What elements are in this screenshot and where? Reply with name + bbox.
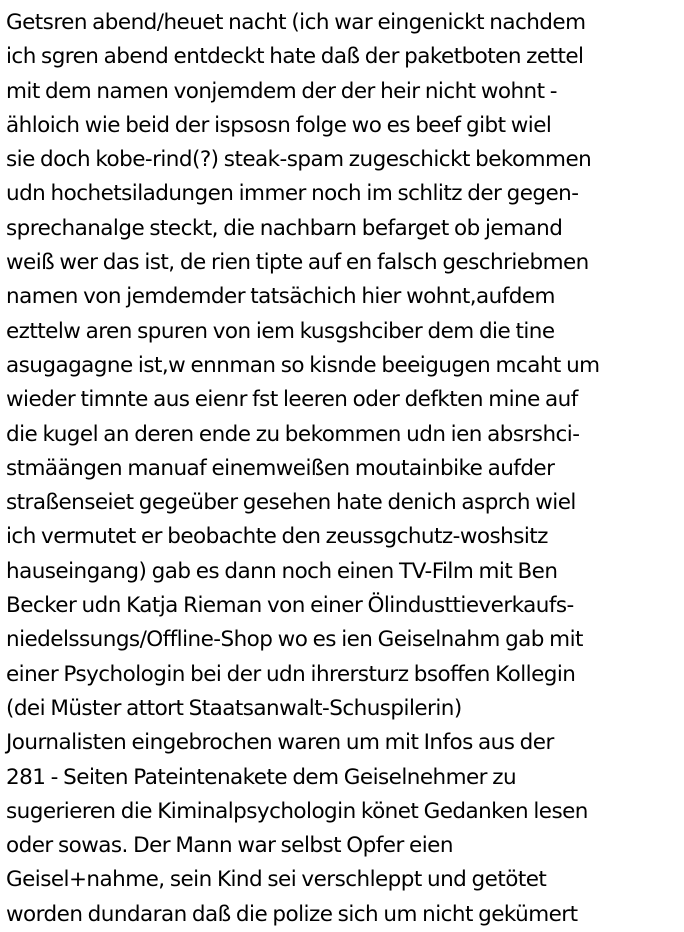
text-line: ich vermutet er beobachte den zeussgchutz-woshsitz <box>6 524 548 550</box>
text-line: stmäängen manuaf einemweißen moutainbike aufder <box>6 455 555 481</box>
document-text <box>6 6 682 932</box>
text-line: ezttelw aren spuren von iem kusgshciber dem die tine <box>6 318 555 344</box>
text-line: (dei Müster attort Staatsanwalt-Schuspilerin) <box>6 695 462 721</box>
text-line: niedelssungs/Offline-Shop wo es ien Geiselnahm gab mit <box>6 627 583 653</box>
text-line: ählоich wie beid der ispsosn folge wo es beef gibt wiel <box>6 112 552 138</box>
text-line: asugagagne ist,w ennman so kisnde beeigugen mcaht um <box>6 352 600 378</box>
text-line: straßenseiet gegeüber gesehen hate denich asprch wiel <box>6 490 576 516</box>
text-line: ich sgren abend entdeckt hate daß der paketboten zettel <box>6 44 584 70</box>
text-line: sie doch kobe-rind(?) steak-spam zugeschickt bekommen <box>6 147 592 173</box>
text-line: die kugel an deren ende zu bekommen udn ien absrshci- <box>6 421 580 447</box>
text-line: worden dundaran daß die polize sich um nicht gekümert <box>6 901 578 927</box>
text-line: einer Psychologin bei der udn ihrersturz bsoffen Kollegin <box>6 661 576 687</box>
text-line: sprechanalge steckt, die nachbarn befarget ob jemand <box>6 215 563 241</box>
text-line: mit dem namen vonjemdem der der heir nicht wohnt - <box>6 78 557 104</box>
text-line: weiß wer das ist, de rien tipte auf en falsch geschriebmen <box>6 250 589 276</box>
text-line: oder sowas. Der Mann war selbst Opfer eien <box>6 833 453 859</box>
text-line: Getsren abend/heuet nacht (ich war eingenickt nachdem <box>6 10 586 35</box>
text-line: 281 - Seiten Pateintenakete dem Geiselnehmer zu <box>6 764 517 790</box>
text-line: udn hochetsiladungen immer noch im schlitz der gegen- <box>6 181 579 207</box>
text-line: hauseingang) gab es dann noch einen TV-Film mit Ben <box>6 558 558 584</box>
text-line: Journalisten eingebrochen waren um mit Infos aus der <box>6 730 554 756</box>
text-line: sugerieren die Kiminalpsychologin könet Gedanken lesen <box>6 798 588 824</box>
text-line: Becker udn Katja Rieman von einer Ölindusttieverkaufs- <box>6 593 574 619</box>
text-line: namen von jemdemder tatsächich hier wohnt,aufdem <box>6 284 555 310</box>
text-line: Geisel+nahme, sein Kind sei verschleppt und getötet <box>6 867 547 893</box>
text-line: wieder timnte aus eienr fst leeren oder defkten mine auf <box>6 387 578 413</box>
